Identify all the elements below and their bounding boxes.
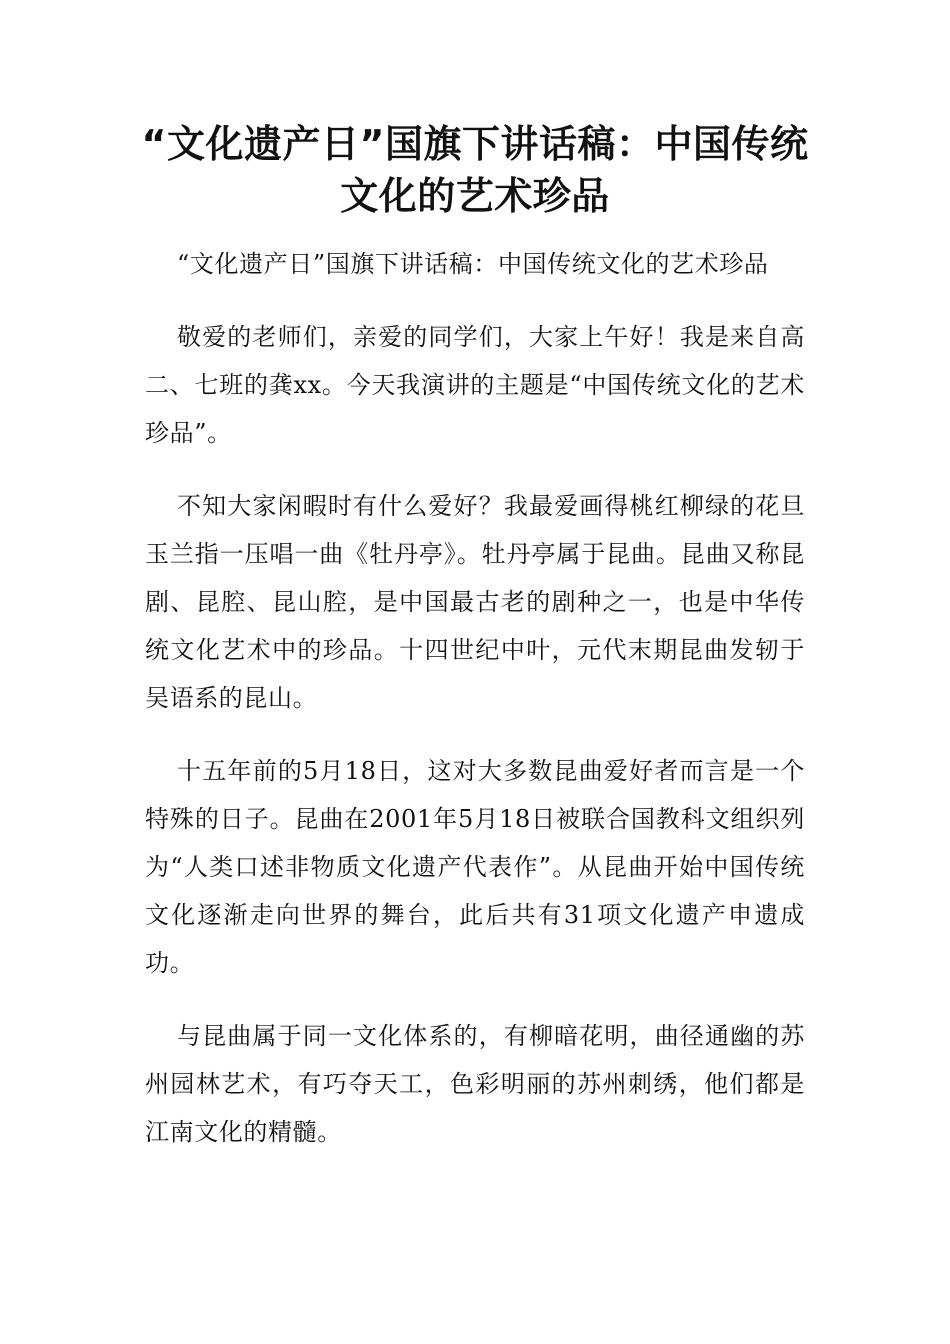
document-body (145, 240, 805, 1181)
paragraph-heritage-date: 十五年前的5月18日，这对大多数昆曲爱好者而言是一个特殊的日子。昆曲在2001年5月18日被联合国教科文组织列为“人类口述非物质文化遗产代表作”。从昆曲开始中国传统文化逐渐走向世界的舞台，此后共有31项文化遗产申遗成功。 (145, 757, 805, 977)
paragraph-greeting: 敬爱的老师们，亲爱的同学们，大家上午好！我是来自高二、七班的龚xx。今天我演讲的主题是“中国传统文化的艺术珍品”。 (145, 323, 805, 447)
paragraph-jiangnan-culture: 与昆曲属于同一文化体系的，有柳暗花明，曲径通幽的苏州园林艺术，有巧夺天工，色彩明丽的苏州刺绣，他们都是江南文化的精髓。 (145, 1022, 805, 1146)
paragraph-subtitle: “文化遗产日”国旗下讲话稿：中国传统文化的艺术珍品 (177, 250, 769, 278)
paragraph-kunqu-intro: 不知大家闲暇时有什么爱好？我最爱画得桃红柳绿的花旦玉兰指一压唱一曲《牡丹亭》。牡丹亭属于昆曲。昆曲又称昆剧、昆腔、昆山腔，是中国最古老的剧种之一，也是中华传统文化艺术中的珍品。十四世纪中叶，元代末期昆曲发轫于吴语系的昆山。 (145, 492, 805, 712)
document-title: “文化遗产日”国旗下讲话稿：中国传统文化的艺术珍品 (141, 122, 809, 218)
